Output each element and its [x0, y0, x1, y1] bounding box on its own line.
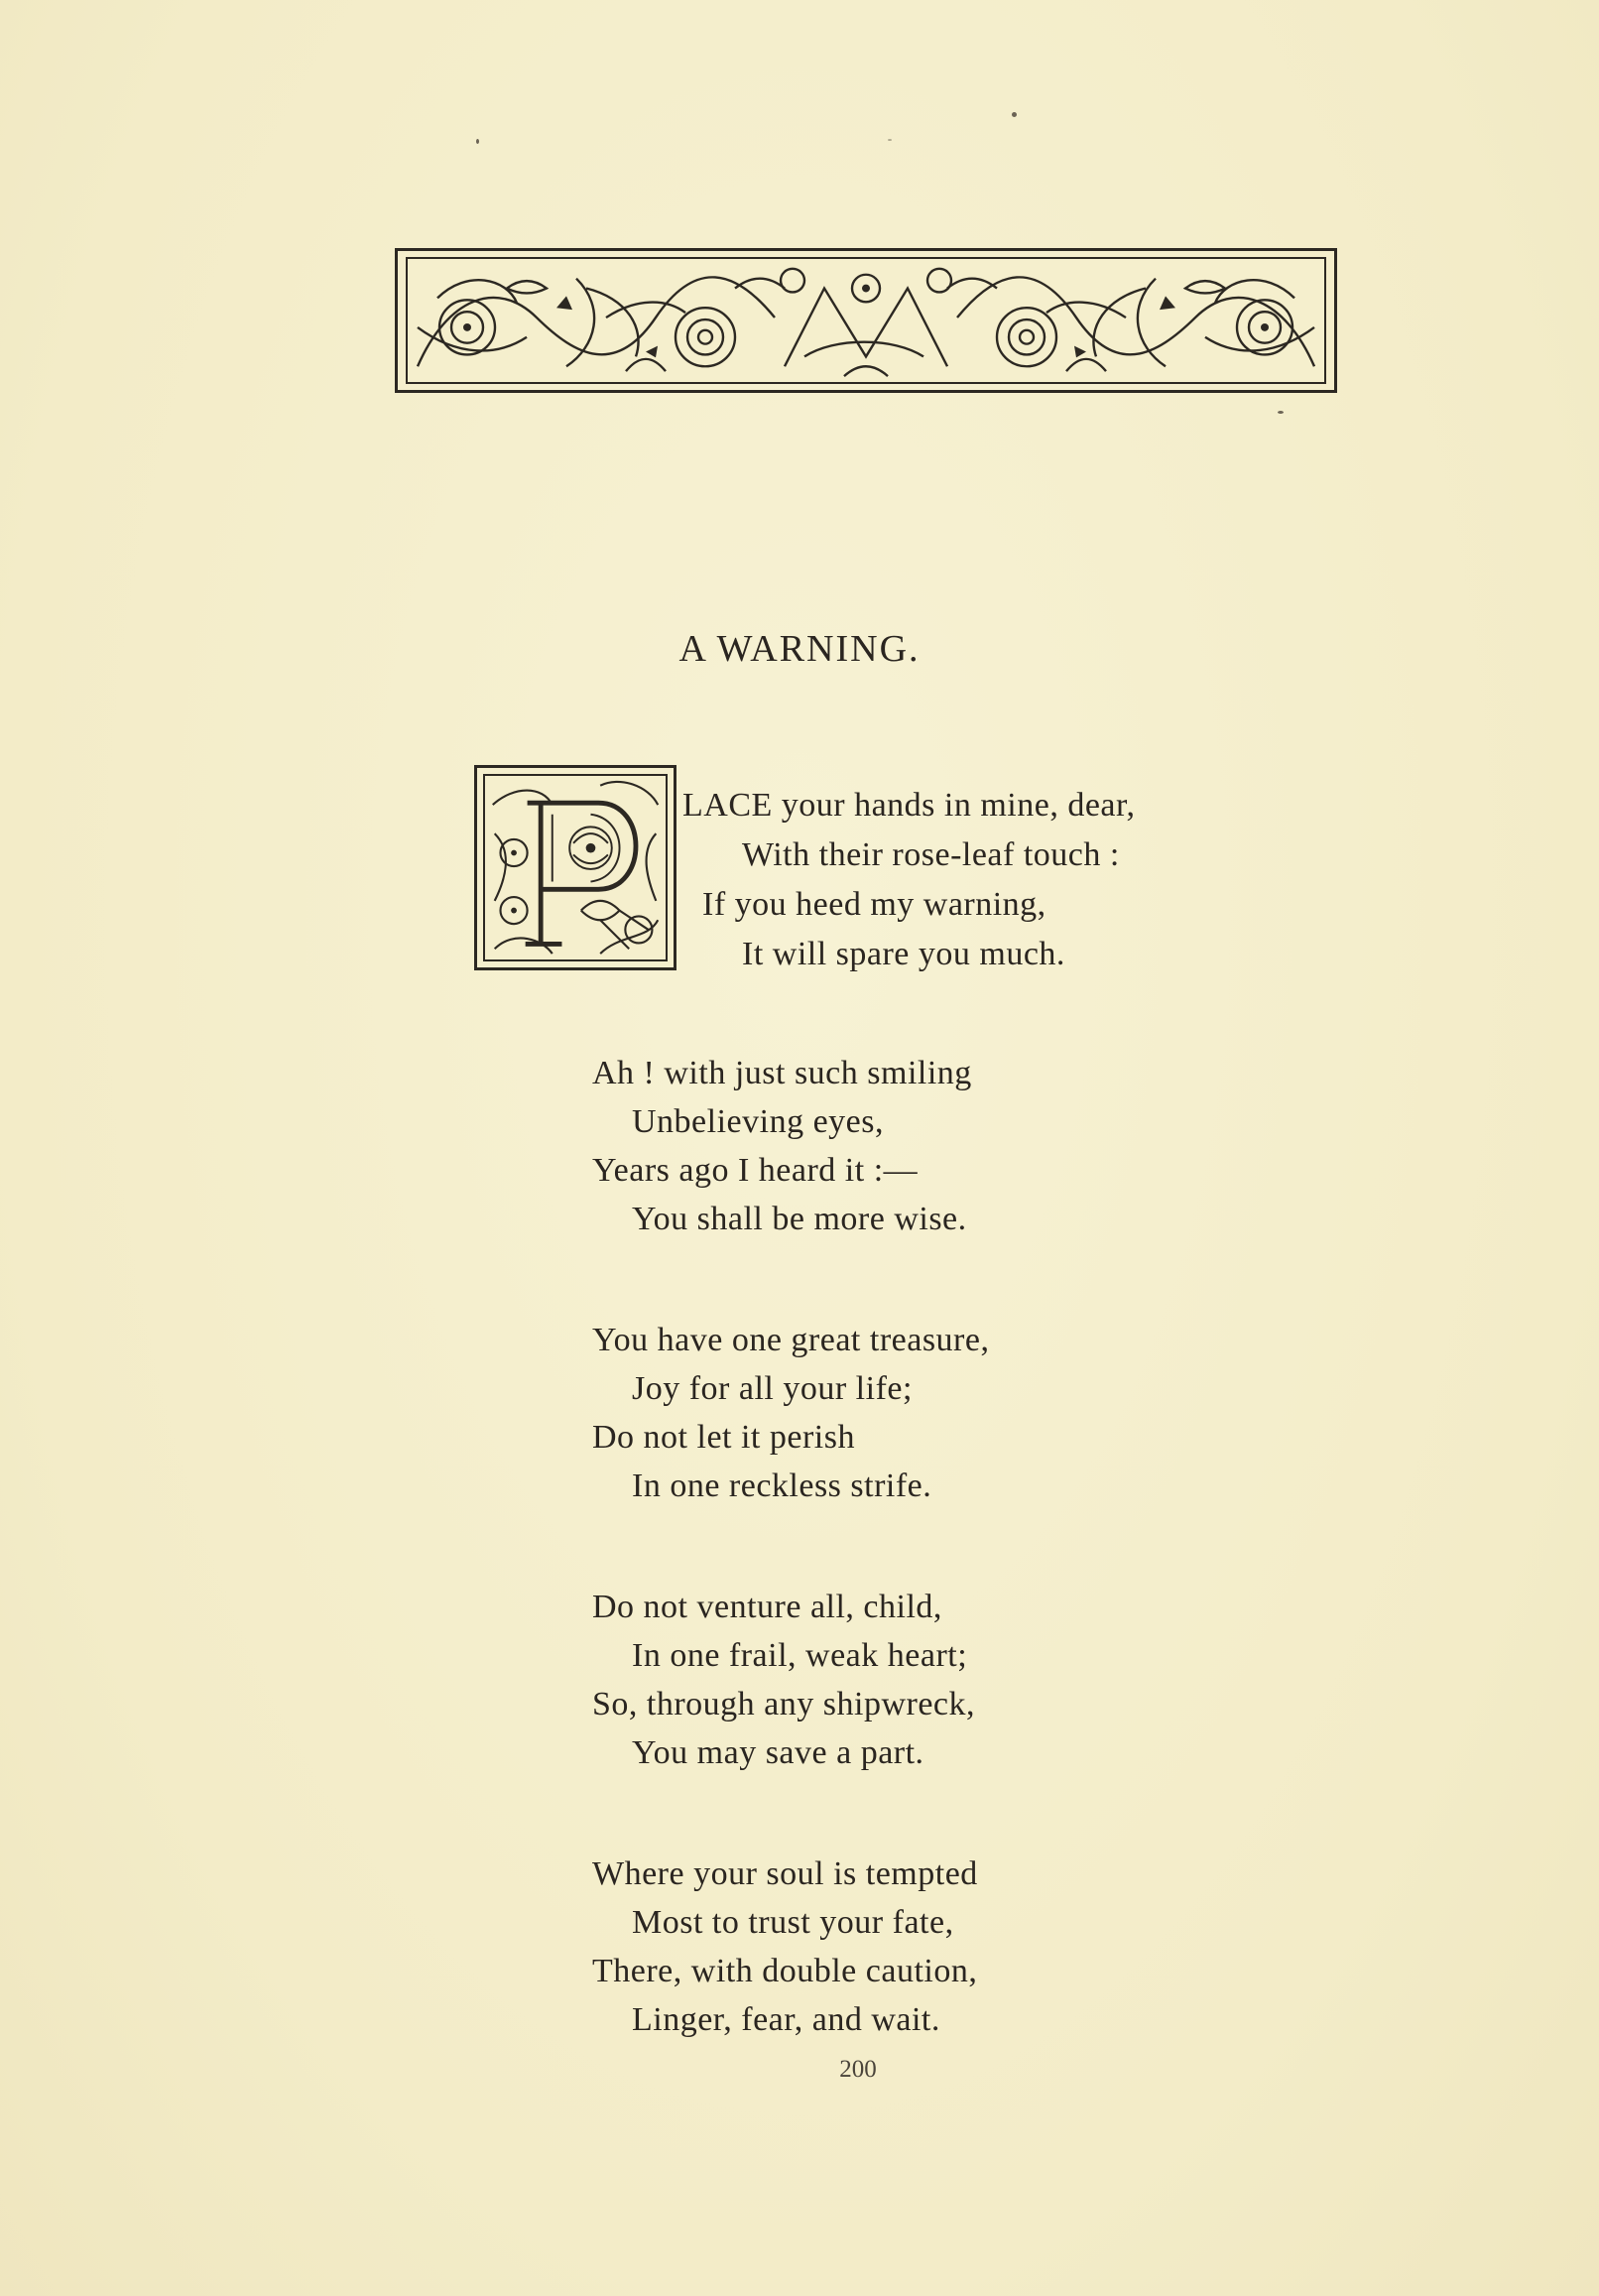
poem-line: In one frail, weak heart;: [632, 1637, 968, 1674]
floral-initial-p-icon: [485, 776, 666, 959]
poem-line: Do not venture all, child,: [592, 1589, 942, 1625]
page-number: 200: [839, 2056, 877, 2083]
poem-line: So, through any shipwreck,: [592, 1686, 976, 1722]
stanza-4: [592, 1583, 1346, 1777]
poem-line: Ah ! with just such smiling: [592, 1055, 972, 1091]
poem-line: You shall be more wise.: [632, 1201, 967, 1237]
poem-line: If you heed my warning,: [702, 886, 1046, 923]
poem-line: Where your soul is tempted: [592, 1855, 978, 1892]
paper-speck: [1278, 411, 1284, 414]
poem-line: Joy for all your life;: [632, 1370, 913, 1407]
stanza-5: [592, 1850, 1346, 2044]
poem-line: Do not let it perish: [592, 1419, 855, 1456]
drop-cap-ornament: [474, 765, 676, 970]
poem-line: Linger, fear, and wait.: [632, 2001, 940, 2038]
stanza-1: [682, 781, 1377, 979]
floral-scroll-icon: [408, 259, 1324, 382]
paper-speck: [1012, 112, 1017, 117]
poem-line: There, with double caution,: [592, 1953, 978, 1989]
poem-title: A WARNING.: [678, 628, 921, 670]
poem-line: In one reckless strife.: [632, 1467, 932, 1504]
headpiece-ornament: [395, 248, 1337, 393]
poem-line: With their rose-leaf touch :: [742, 836, 1120, 873]
stanza-2: [592, 1049, 1346, 1243]
stanza-3: [592, 1316, 1346, 1510]
poem-line: Most to trust your fate,: [632, 1904, 954, 1941]
poem-line: LACE your hands in mine, dear,: [682, 787, 1136, 824]
poem-line: Unbelieving eyes,: [632, 1103, 884, 1140]
poem-line: Years ago I heard it :—: [592, 1152, 919, 1189]
poem-line: You have one great treasure,: [592, 1322, 990, 1358]
paper-speck: [476, 139, 479, 144]
paper-speck: [888, 139, 892, 141]
poem-line: It will spare you much.: [742, 936, 1065, 972]
poem-line: You may save a part.: [632, 1734, 924, 1771]
